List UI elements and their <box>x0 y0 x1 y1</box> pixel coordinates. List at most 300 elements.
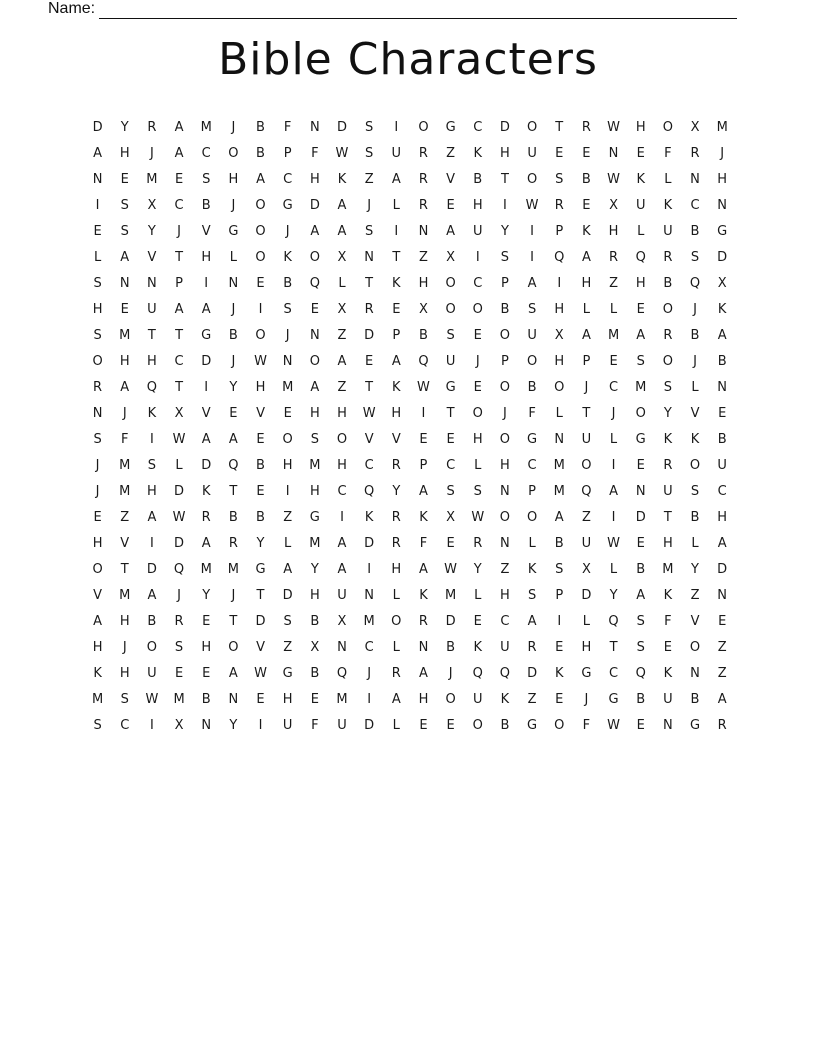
grid-letter[interactable]: D <box>309 197 320 213</box>
grid-letter[interactable]: T <box>256 587 265 603</box>
name-blank-line[interactable] <box>99 1 737 19</box>
grid-letter[interactable]: K <box>500 691 510 707</box>
grid-letter[interactable]: L <box>582 613 591 629</box>
grid-letter[interactable]: K <box>663 197 673 213</box>
grid-letter[interactable]: T <box>500 171 509 187</box>
grid-letter[interactable]: S <box>283 301 292 317</box>
grid-letter[interactable]: I <box>367 561 372 577</box>
grid-letter[interactable]: R <box>364 301 374 317</box>
grid-letter[interactable]: H <box>147 353 157 369</box>
grid-letter[interactable]: B <box>228 509 238 525</box>
grid-letter[interactable]: B <box>256 145 265 161</box>
grid-letter[interactable]: O <box>662 119 673 135</box>
grid-letter[interactable]: Y <box>609 587 618 603</box>
grid-letter[interactable]: N <box>500 483 510 499</box>
grid-letter[interactable]: A <box>609 483 618 499</box>
grid-letter[interactable]: O <box>445 275 456 291</box>
grid-letter[interactable]: A <box>391 691 401 707</box>
grid-letter[interactable]: O <box>472 301 483 317</box>
grid-letter[interactable]: Q <box>146 379 157 395</box>
grid-letter[interactable]: Z <box>527 691 537 707</box>
grid-letter[interactable]: R <box>93 379 103 395</box>
grid-letter[interactable]: O <box>255 327 266 343</box>
grid-letter[interactable]: C <box>527 457 537 473</box>
grid-letter[interactable]: K <box>473 145 483 161</box>
grid-letter[interactable]: I <box>611 457 616 473</box>
grid-letter[interactable]: G <box>445 379 456 395</box>
grid-letter[interactable]: X <box>446 509 456 525</box>
grid-letter[interactable]: H <box>92 535 103 551</box>
grid-letter[interactable]: R <box>609 249 619 265</box>
grid-letter[interactable]: P <box>501 353 509 369</box>
grid-letter[interactable]: C <box>717 483 727 499</box>
grid-letter[interactable]: S <box>473 483 482 499</box>
grid-letter[interactable]: F <box>664 145 672 161</box>
grid-letter[interactable]: S <box>93 431 102 447</box>
grid-letter[interactable]: J <box>231 119 236 135</box>
grid-letter[interactable]: A <box>174 145 184 161</box>
grid-letter[interactable]: S <box>636 353 645 369</box>
grid-letter[interactable]: M <box>635 379 647 395</box>
grid-letter[interactable]: B <box>256 457 265 473</box>
grid-letter[interactable]: S <box>446 327 455 343</box>
grid-letter[interactable]: L <box>284 535 292 551</box>
grid-letter[interactable]: H <box>309 587 320 603</box>
grid-letter[interactable]: K <box>337 171 347 187</box>
grid-letter[interactable]: K <box>554 665 564 681</box>
grid-letter[interactable]: K <box>663 431 673 447</box>
grid-letter[interactable]: D <box>174 535 185 551</box>
grid-letter[interactable]: N <box>147 275 157 291</box>
grid-letter[interactable]: I <box>95 197 100 213</box>
grid-letter[interactable]: A <box>554 509 564 525</box>
grid-letter[interactable]: K <box>690 431 700 447</box>
grid-letter[interactable]: I <box>285 483 290 499</box>
grid-letter[interactable]: B <box>500 717 510 733</box>
grid-letter[interactable]: S <box>310 431 319 447</box>
grid-letter[interactable]: T <box>609 639 618 655</box>
grid-letter[interactable]: B <box>690 327 700 343</box>
grid-letter[interactable]: H <box>581 275 592 291</box>
grid-letter[interactable]: F <box>283 119 292 135</box>
grid-letter[interactable]: Q <box>228 457 239 473</box>
grid-letter[interactable]: D <box>527 665 538 681</box>
grid-letter[interactable]: M <box>282 379 294 395</box>
grid-letter[interactable]: C <box>174 197 184 213</box>
grid-letter[interactable]: Z <box>337 379 347 395</box>
grid-letter[interactable]: A <box>310 379 320 395</box>
grid-letter[interactable]: V <box>391 431 401 447</box>
grid-letter[interactable]: P <box>175 275 183 291</box>
grid-letter[interactable]: H <box>418 275 429 291</box>
grid-letter[interactable]: O <box>635 405 646 421</box>
grid-letter[interactable]: F <box>582 717 591 733</box>
grid-letter[interactable]: N <box>119 275 130 291</box>
grid-letter[interactable]: O <box>418 119 429 135</box>
grid-letter[interactable]: E <box>636 301 645 317</box>
grid-letter[interactable]: L <box>175 457 183 473</box>
grid-letter[interactable]: R <box>663 327 673 343</box>
grid-letter[interactable]: Z <box>717 639 727 655</box>
grid-letter[interactable]: T <box>229 483 238 499</box>
grid-letter[interactable]: E <box>93 509 102 525</box>
grid-letter[interactable]: L <box>637 223 645 239</box>
grid-letter[interactable]: W <box>254 353 267 369</box>
grid-letter[interactable]: S <box>555 561 564 577</box>
grid-letter[interactable]: J <box>95 483 100 499</box>
grid-letter[interactable]: B <box>717 353 727 369</box>
grid-letter[interactable]: B <box>310 613 320 629</box>
grid-letter[interactable]: K <box>582 223 591 239</box>
grid-letter[interactable]: A <box>174 301 184 317</box>
grid-letter[interactable]: G <box>717 223 728 239</box>
grid-letter[interactable]: B <box>228 327 238 343</box>
grid-letter[interactable]: S <box>636 639 645 655</box>
grid-letter[interactable]: A <box>120 379 130 395</box>
grid-letter[interactable]: H <box>92 639 103 655</box>
grid-letter[interactable]: N <box>690 665 700 681</box>
grid-letter[interactable]: J <box>448 665 453 681</box>
grid-letter[interactable]: C <box>364 639 374 655</box>
grid-letter[interactable]: Z <box>283 509 293 525</box>
grid-letter[interactable]: E <box>174 665 184 681</box>
grid-letter[interactable]: E <box>202 613 211 629</box>
grid-letter[interactable]: J <box>611 405 616 421</box>
grid-letter[interactable]: T <box>175 249 184 265</box>
grid-letter[interactable]: N <box>364 249 374 265</box>
grid-letter[interactable]: I <box>340 509 344 525</box>
grid-letter[interactable]: M <box>336 691 348 707</box>
grid-letter[interactable]: H <box>337 457 347 473</box>
grid-letter[interactable]: U <box>445 353 456 369</box>
grid-letter[interactable]: A <box>717 535 727 551</box>
grid-letter[interactable]: T <box>175 379 184 395</box>
grid-letter[interactable]: A <box>147 587 157 603</box>
grid-letter[interactable]: E <box>636 457 645 473</box>
grid-letter[interactable]: O <box>336 431 348 447</box>
grid-letter[interactable]: Z <box>419 249 428 265</box>
grid-letter[interactable]: H <box>554 301 565 317</box>
grid-letter[interactable]: N <box>500 535 510 551</box>
grid-letter[interactable]: N <box>201 717 212 733</box>
grid-letter[interactable]: A <box>201 301 211 317</box>
grid-letter[interactable]: Y <box>147 223 156 239</box>
grid-letter[interactable]: E <box>310 691 319 707</box>
grid-letter[interactable]: R <box>473 535 483 551</box>
grid-letter[interactable]: P <box>501 275 509 291</box>
grid-letter[interactable]: U <box>500 639 510 655</box>
grid-letter[interactable]: N <box>228 275 239 291</box>
grid-letter[interactable]: X <box>581 561 591 577</box>
grid-letter[interactable]: L <box>474 587 482 603</box>
grid-letter[interactable]: U <box>147 665 157 681</box>
grid-letter[interactable]: P <box>555 587 564 603</box>
grid-letter[interactable]: Q <box>554 249 565 265</box>
grid-letter[interactable]: A <box>581 327 591 343</box>
grid-letter[interactable]: L <box>392 639 400 655</box>
grid-letter[interactable]: E <box>718 613 727 629</box>
grid-letter[interactable]: R <box>228 535 238 551</box>
grid-letter[interactable]: R <box>418 613 428 629</box>
grid-letter[interactable]: D <box>364 717 375 733</box>
grid-letter[interactable]: Z <box>609 275 618 291</box>
grid-letter[interactable]: B <box>446 639 456 655</box>
grid-letter[interactable]: H <box>119 353 130 369</box>
grid-letter[interactable]: X <box>337 301 347 317</box>
grid-letter[interactable]: S <box>690 249 700 265</box>
grid-letter[interactable]: Q <box>608 613 619 629</box>
grid-letter[interactable]: U <box>663 223 673 239</box>
grid-letter[interactable]: T <box>147 327 156 343</box>
grid-letter[interactable]: K <box>147 405 157 421</box>
grid-letter[interactable]: W <box>607 171 620 187</box>
grid-letter[interactable]: G <box>527 717 538 733</box>
grid-letter[interactable]: S <box>283 613 292 629</box>
grid-letter[interactable]: H <box>119 145 130 161</box>
grid-letter[interactable]: O <box>445 301 456 317</box>
grid-letter[interactable]: W <box>471 509 485 525</box>
grid-letter[interactable]: B <box>690 223 700 239</box>
grid-letter[interactable]: B <box>256 119 265 135</box>
grid-letter[interactable]: E <box>636 145 645 161</box>
grid-letter[interactable]: O <box>499 509 511 525</box>
grid-letter[interactable]: A <box>147 509 157 525</box>
grid-letter[interactable]: W <box>607 535 620 551</box>
grid-letter[interactable]: J <box>149 145 154 161</box>
grid-letter[interactable]: H <box>309 483 320 499</box>
grid-letter[interactable]: O <box>255 223 266 239</box>
grid-letter[interactable]: A <box>419 483 428 499</box>
grid-letter[interactable]: Q <box>689 275 701 291</box>
grid-letter[interactable]: Z <box>500 561 510 577</box>
grid-letter[interactable]: O <box>255 249 266 265</box>
grid-letter[interactable]: Z <box>717 665 727 681</box>
grid-letter[interactable]: E <box>555 145 564 161</box>
grid-letter[interactable]: A <box>283 561 293 577</box>
grid-letter[interactable]: S <box>147 457 157 473</box>
grid-letter[interactable]: W <box>444 561 458 577</box>
grid-letter[interactable]: R <box>201 509 211 525</box>
grid-letter[interactable]: O <box>554 717 565 733</box>
grid-letter[interactable]: C <box>609 379 619 395</box>
grid-letter[interactable]: B <box>663 275 673 291</box>
grid-letter[interactable]: D <box>174 483 185 499</box>
grid-letter[interactable]: X <box>147 197 157 213</box>
grid-letter[interactable]: E <box>446 717 455 733</box>
grid-letter[interactable]: O <box>282 431 293 447</box>
grid-letter[interactable]: Z <box>690 587 700 603</box>
grid-letter[interactable]: A <box>337 353 347 369</box>
grid-letter[interactable]: M <box>363 613 375 629</box>
grid-letter[interactable]: A <box>228 431 238 447</box>
grid-letter[interactable]: O <box>581 457 592 473</box>
grid-letter[interactable]: B <box>717 431 727 447</box>
grid-letter[interactable]: S <box>93 327 102 343</box>
grid-letter[interactable]: Q <box>635 665 646 681</box>
grid-letter[interactable]: B <box>690 691 700 707</box>
grid-letter[interactable]: K <box>663 665 673 681</box>
grid-letter[interactable]: A <box>337 197 347 213</box>
grid-letter[interactable]: A <box>717 691 727 707</box>
grid-letter[interactable]: F <box>120 431 129 447</box>
grid-letter[interactable]: W <box>335 145 349 161</box>
grid-letter[interactable]: S <box>690 483 700 499</box>
grid-letter[interactable]: H <box>119 665 130 681</box>
grid-letter[interactable]: S <box>202 171 211 187</box>
grid-letter[interactable]: R <box>147 119 157 135</box>
grid-letter[interactable]: Y <box>500 223 509 239</box>
grid-letter[interactable]: N <box>554 431 565 447</box>
grid-letter[interactable]: H <box>472 431 483 447</box>
grid-letter[interactable]: K <box>201 483 211 499</box>
grid-letter[interactable]: U <box>663 483 673 499</box>
grid-letter[interactable]: Z <box>364 171 374 187</box>
grid-letter[interactable]: D <box>717 561 728 577</box>
grid-letter[interactable]: H <box>391 561 402 577</box>
grid-letter[interactable]: C <box>500 613 510 629</box>
grid-letter[interactable]: I <box>394 119 399 135</box>
grid-letter[interactable]: H <box>309 171 320 187</box>
grid-letter[interactable]: W <box>525 197 539 213</box>
grid-letter[interactable]: N <box>282 353 293 369</box>
grid-letter[interactable]: A <box>310 223 320 239</box>
grid-letter[interactable]: E <box>663 639 672 655</box>
grid-letter[interactable]: G <box>309 509 320 525</box>
grid-letter[interactable]: N <box>608 145 619 161</box>
grid-letter[interactable]: A <box>174 119 184 135</box>
grid-letter[interactable]: V <box>93 587 103 603</box>
grid-letter[interactable]: K <box>392 379 401 395</box>
grid-letter[interactable]: Y <box>310 561 319 577</box>
grid-letter[interactable]: Y <box>691 561 699 577</box>
grid-letter[interactable]: A <box>337 223 347 239</box>
grid-letter[interactable]: C <box>337 483 347 499</box>
grid-letter[interactable]: M <box>119 327 131 343</box>
grid-letter[interactable]: K <box>663 587 673 603</box>
grid-letter[interactable]: N <box>92 405 103 421</box>
grid-letter[interactable]: Q <box>364 483 375 499</box>
grid-letter[interactable]: D <box>201 457 212 473</box>
grid-letter[interactable]: H <box>309 405 320 421</box>
grid-letter[interactable]: E <box>636 535 645 551</box>
grid-letter[interactable]: I <box>394 223 399 239</box>
grid-letter[interactable]: S <box>120 223 129 239</box>
grid-letter[interactable]: Q <box>336 665 348 681</box>
grid-letter[interactable]: X <box>419 301 428 317</box>
grid-letter[interactable]: O <box>662 353 673 369</box>
grid-letter[interactable]: J <box>95 457 100 473</box>
grid-letter[interactable]: A <box>391 353 401 369</box>
grid-letter[interactable]: Q <box>499 665 511 681</box>
grid-letter[interactable]: O <box>228 639 239 655</box>
grid-letter[interactable]: L <box>582 301 591 317</box>
grid-letter[interactable]: R <box>663 457 673 473</box>
grid-letter[interactable]: P <box>555 223 564 239</box>
grid-letter[interactable]: M <box>662 561 674 577</box>
grid-letter[interactable]: G <box>608 691 619 707</box>
grid-letter[interactable]: R <box>554 197 564 213</box>
grid-letter[interactable]: B <box>201 691 211 707</box>
grid-letter[interactable]: T <box>365 275 374 291</box>
grid-letter[interactable]: S <box>446 483 455 499</box>
grid-letter[interactable]: W <box>607 717 620 733</box>
grid-letter[interactable]: J <box>285 327 290 343</box>
grid-letter[interactable]: M <box>553 457 565 473</box>
grid-letter[interactable]: J <box>693 301 697 317</box>
grid-letter[interactable]: G <box>689 717 701 733</box>
grid-letter[interactable]: N <box>418 639 429 655</box>
grid-letter[interactable]: S <box>555 171 564 187</box>
grid-letter[interactable]: A <box>93 145 103 161</box>
grid-letter[interactable]: E <box>256 483 265 499</box>
grid-letter[interactable]: S <box>365 145 374 161</box>
grid-letter[interactable]: I <box>557 613 562 629</box>
grid-letter[interactable]: A <box>391 171 401 187</box>
grid-letter[interactable]: I <box>149 717 154 733</box>
grid-letter[interactable]: C <box>120 717 130 733</box>
grid-letter[interactable]: V <box>364 431 374 447</box>
grid-letter[interactable]: H <box>717 509 728 525</box>
grid-letter[interactable]: X <box>310 639 320 655</box>
grid-letter[interactable]: V <box>690 613 700 629</box>
grid-letter[interactable]: J <box>584 691 589 707</box>
grid-letter[interactable]: Q <box>581 483 592 499</box>
grid-letter[interactable]: O <box>391 613 402 629</box>
grid-letter[interactable]: O <box>92 353 103 369</box>
grid-letter[interactable]: M <box>553 483 565 499</box>
grid-letter[interactable]: G <box>228 223 239 239</box>
grid-letter[interactable]: M <box>173 691 185 707</box>
grid-letter[interactable]: N <box>717 379 728 395</box>
grid-letter[interactable]: E <box>419 431 428 447</box>
grid-letter[interactable]: R <box>717 717 727 733</box>
grid-letter[interactable]: H <box>255 379 266 395</box>
grid-letter[interactable]: U <box>282 717 293 733</box>
grid-letter[interactable]: C <box>364 457 374 473</box>
grid-letter[interactable]: H <box>201 639 212 655</box>
grid-letter[interactable]: U <box>473 691 483 707</box>
grid-letter[interactable]: P <box>528 483 536 499</box>
grid-letter[interactable]: B <box>473 171 483 187</box>
grid-letter[interactable]: N <box>717 197 728 213</box>
grid-letter[interactable]: E <box>473 613 482 629</box>
grid-letter[interactable]: D <box>364 327 375 343</box>
grid-letter[interactable]: U <box>337 717 347 733</box>
grid-letter[interactable]: A <box>717 327 727 343</box>
grid-letter[interactable]: X <box>717 275 727 291</box>
grid-letter[interactable]: G <box>201 327 212 343</box>
grid-letter[interactable]: U <box>635 197 646 213</box>
grid-letter[interactable]: P <box>283 145 292 161</box>
grid-letter[interactable]: E <box>120 301 129 317</box>
grid-letter[interactable]: C <box>690 197 700 213</box>
grid-letter[interactable]: U <box>337 587 347 603</box>
grid-letter[interactable]: Q <box>418 353 429 369</box>
grid-letter[interactable]: K <box>473 639 483 655</box>
grid-letter[interactable]: C <box>283 171 293 187</box>
grid-letter[interactable]: E <box>446 431 455 447</box>
grid-letter[interactable]: E <box>446 535 455 551</box>
grid-letter[interactable]: B <box>690 509 700 525</box>
grid-letter[interactable]: A <box>228 665 238 681</box>
grid-letter[interactable]: B <box>283 275 293 291</box>
grid-letter[interactable]: E <box>609 353 618 369</box>
grid-letter[interactable]: J <box>231 587 236 603</box>
grid-letter[interactable]: L <box>528 535 536 551</box>
grid-letter[interactable]: O <box>554 379 565 395</box>
grid-letter[interactable]: E <box>365 353 374 369</box>
grid-letter[interactable]: N <box>92 171 103 187</box>
